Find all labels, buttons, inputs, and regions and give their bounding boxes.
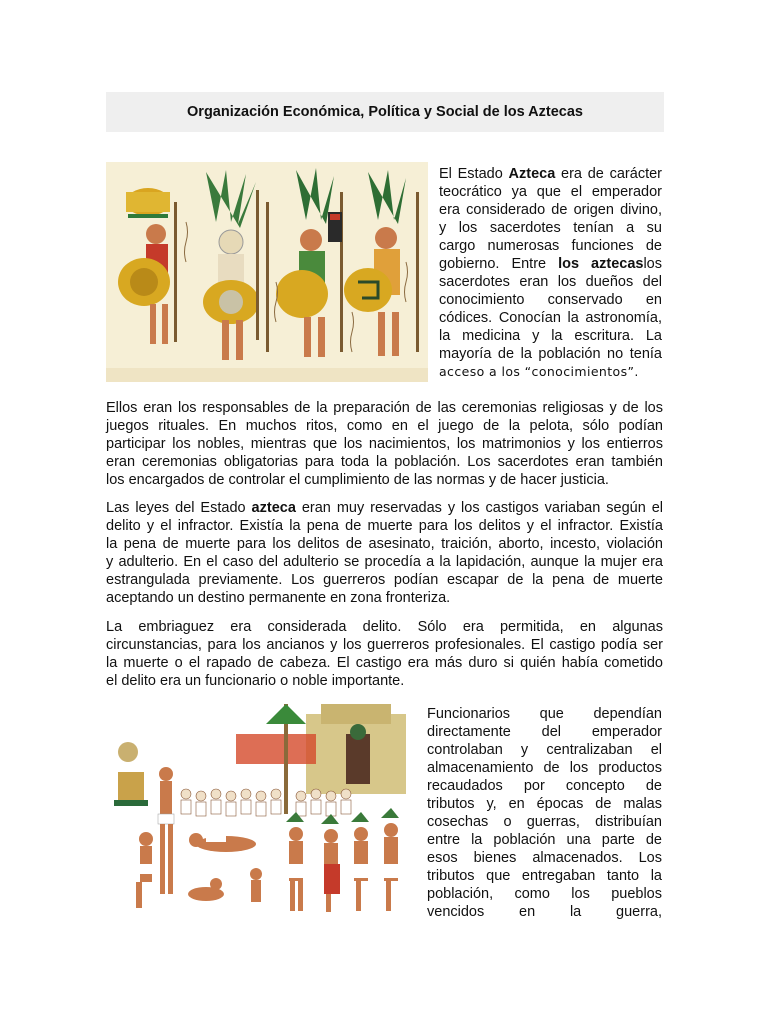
aztec-warriors-illustration — [106, 162, 428, 382]
paragraph-leyes: Las leyes del Estado azteca eran muy reservadas y los castigos variaban según el delito y el infractor. Existía la pena de muerte para los delitos y el infractor. Existía la pena de muerte para los delitos de asesinato, traición, aborto, incesto, violación y adulterio. En el caso del adulterio se procedía a la lapidación, aunque la mujer era estrangulada previamente. Los guerreros podían escapar de la pena de muerte aceptando un destino permanente en zona fronteriza. — [106, 500, 664, 606]
paragraph-estado-azteca: El Estado Azteca era de carácter teocrático ya que el emperador era considerado de origen divino, y los sacerdotes tenían a su cargo numerosas funciones de gobierno. Entre los aztecaslos sacerdotes eran los dueños del conocimiento conservado en códices. Conocían la astronomía, la medicina y la escritura. La mayoría de la población no tenía acceso a los “conocimientos”. — [439, 166, 662, 379]
page-title: Organización Económica, Política y Social de los Aztecas — [187, 104, 583, 120]
title-bar — [106, 92, 664, 132]
paragraph-funcionarios: Funcionarios que dependían directamente del emperador controlaban y centralizaban el almacenamiento de los productos recaudados por concepto de tributos y, en épocas de malas cosechas o guerras, distribuían entre la población una parte de esos bienes almacenados. Los tributos que entregaban tanto la población, como los pueblos vencidos en la guerra, — [427, 706, 662, 920]
aztec-ceremony-illustration — [106, 704, 413, 916]
paragraph-embriaguez: La embriaguez era considerada delito. Sólo era permitida, en algunas circunstancias, para los ancianos y los guerreros profesionales. El castigo podía ser la muerte o el rapado de cabeza. El castigo era más duro si quién había cometido el delito era un funcionario o noble importante. — [106, 619, 663, 689]
paragraph-sacerdotes: Ellos eran los responsables de la preparación de las ceremonias religiosas y de los juegos rituales. En muchos ritos, como en el juego de la pelota, sólo podían participar los nobles, mientras que los nacimientos, los matrimonios y los entierros eran ceremonias obligatorias para toda la población. Los sacerdotes eran también los encargados de controlar el cumplimiento de las normas y de hacer justicia. — [106, 400, 663, 488]
